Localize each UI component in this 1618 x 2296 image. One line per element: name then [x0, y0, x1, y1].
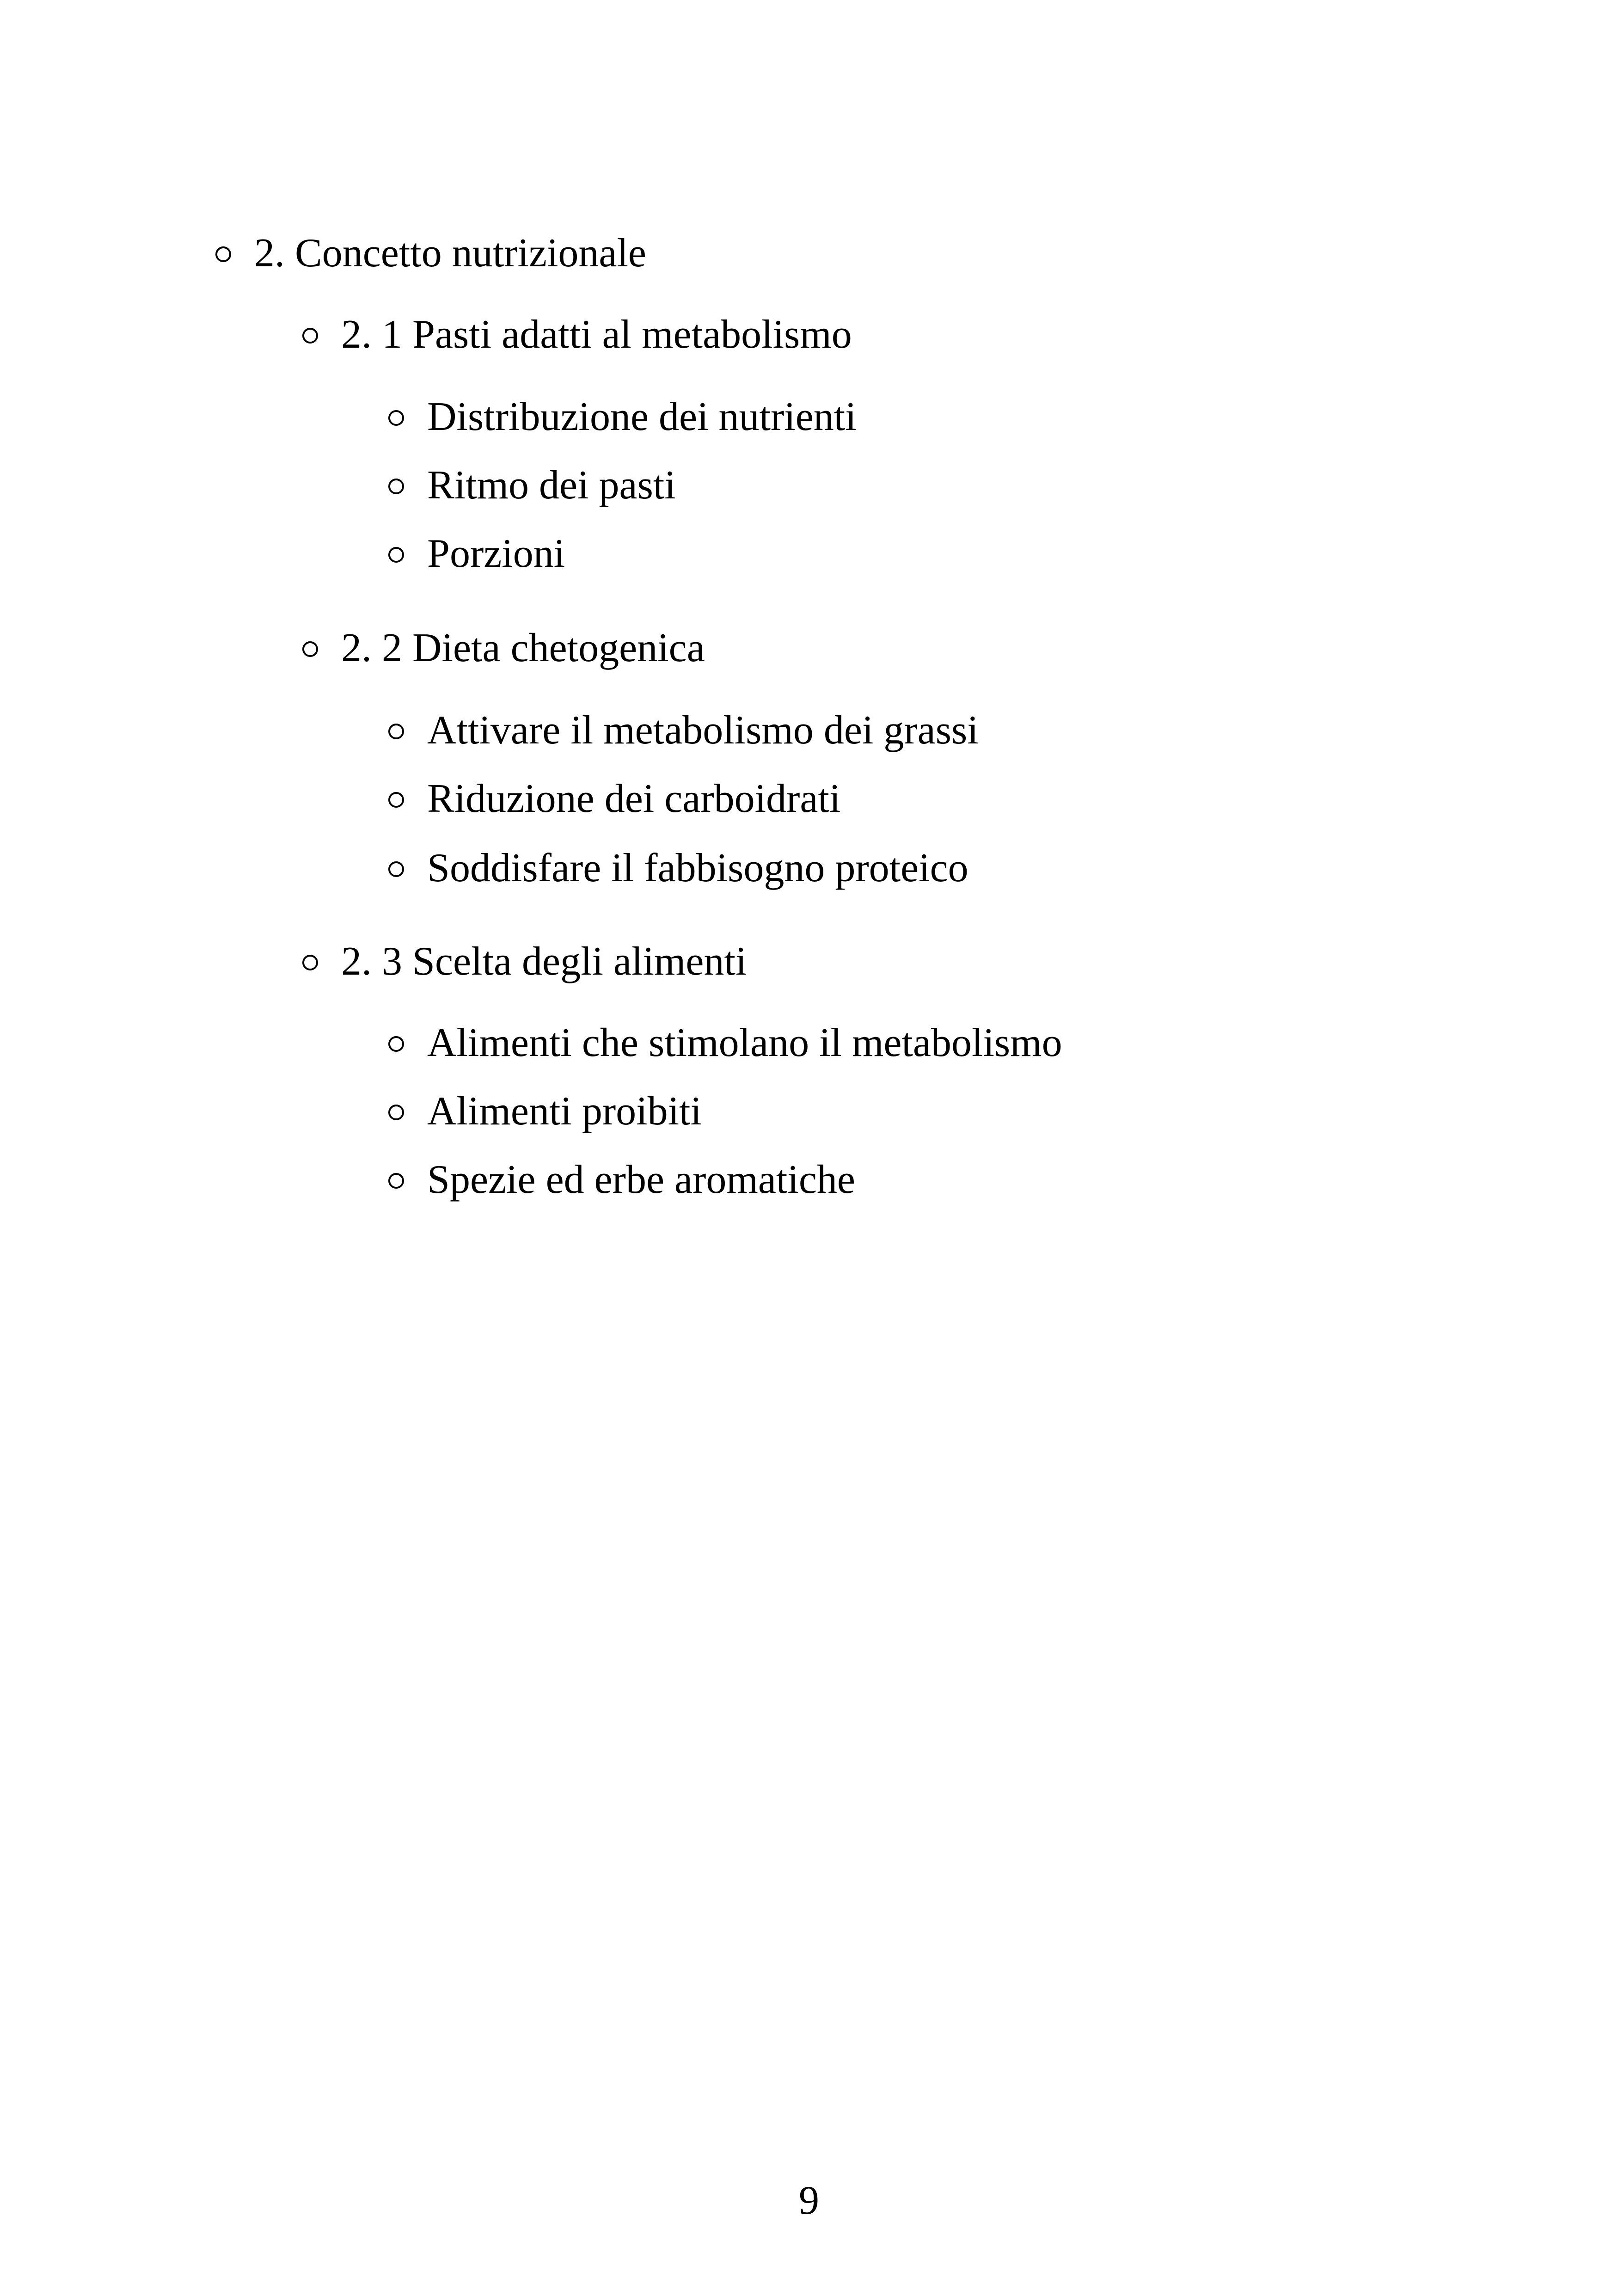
outline-item-label: Attivare il metabolismo dei grassi: [427, 708, 979, 753]
outline-item: [388, 1020, 1062, 1066]
outline-item-label: Porzioni: [427, 531, 565, 576]
outline-subsection: [302, 312, 852, 358]
outline-item-label: Spezie ed erbe aromatiche: [427, 1157, 855, 1202]
outline-item: [388, 394, 857, 440]
outline-subsection: [302, 939, 747, 985]
outline-item: [388, 707, 979, 754]
outline-section-label: 2. Concetto nutrizionale: [254, 231, 646, 276]
outline-item-label: Distribuzione dei nutrienti: [427, 394, 857, 439]
outline-subsection-label: 2. 3 Scelta degli alimenti: [341, 939, 747, 984]
hollow-circle-bullet-icon: [388, 547, 404, 563]
outline-item: [388, 776, 840, 822]
hollow-circle-bullet-icon: [215, 246, 231, 262]
hollow-circle-bullet-icon: [388, 410, 404, 426]
hollow-circle-bullet-icon: [388, 724, 404, 739]
hollow-circle-bullet-icon: [302, 955, 318, 970]
hollow-circle-bullet-icon: [302, 328, 318, 344]
hollow-circle-bullet-icon: [388, 792, 404, 808]
outline-item-label: Alimenti che stimolano il metabolismo: [427, 1020, 1062, 1065]
outline-item: [388, 1157, 855, 1203]
outline-item-label: Soddisfare il fabbisogno proteico: [427, 846, 968, 890]
page-number: 9: [799, 2178, 819, 2223]
outline-item-label: Ritmo dei pasti: [427, 463, 676, 508]
hollow-circle-bullet-icon: [388, 1173, 404, 1189]
outline-item: [388, 845, 968, 891]
hollow-circle-bullet-icon: [388, 479, 404, 494]
outline-subsection-label: 2. 2 Dieta chetogenica: [341, 626, 705, 670]
outline-item-label: Riduzione dei carboidrati: [427, 776, 841, 821]
hollow-circle-bullet-icon: [302, 641, 318, 657]
outline-subsection-label: 2. 1 Pasti adatti al metabolismo: [341, 312, 852, 357]
outline-item-label: Alimenti proibiti: [427, 1089, 702, 1134]
outline-item: [388, 1088, 702, 1135]
outline-item: [388, 462, 676, 509]
outline-item: [388, 531, 565, 577]
hollow-circle-bullet-icon: [388, 1105, 404, 1120]
outline-section: [215, 230, 646, 276]
outline-subsection: [302, 625, 705, 671]
hollow-circle-bullet-icon: [388, 1036, 404, 1052]
hollow-circle-bullet-icon: [388, 861, 404, 877]
